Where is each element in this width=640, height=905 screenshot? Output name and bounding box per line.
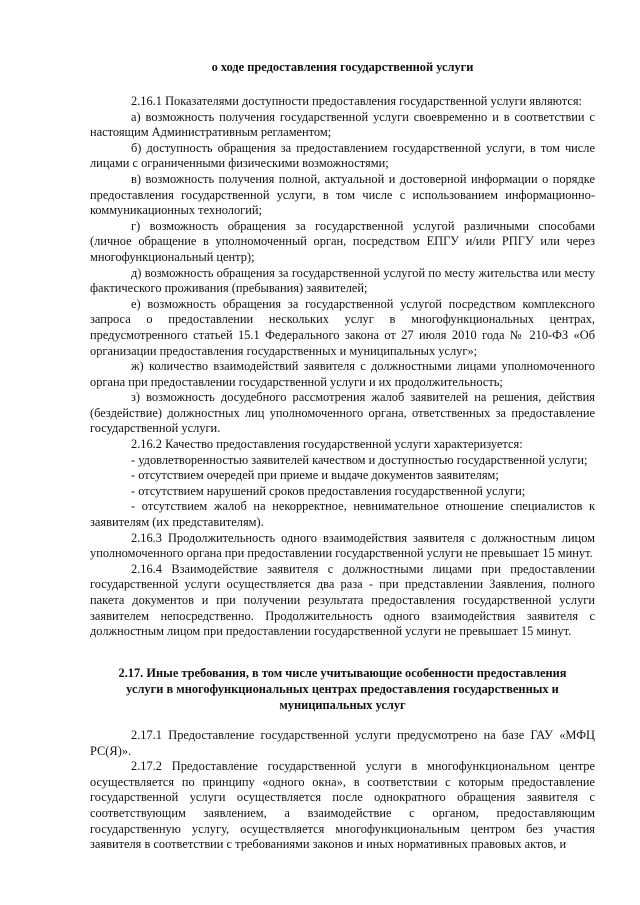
list-item-b: б) доступность обращения за предоставлением государственной услуги, в том числе лицами с ограниченными физическими возможностями; <box>90 140 595 171</box>
section-2-16-body <box>90 94 595 640</box>
paragraph-2-16-1: 2.16.1 Показателями доступности предоставления государственной услуги являются: <box>131 94 582 108</box>
quality-item-complaints: - отсутствием жалоб на некорректное, невнимательное отношение специалистов к заявителям (их представителям). <box>90 499 595 530</box>
paragraph-2-16-2: 2.16.2 Качество предоставления государственной услуги характеризуется: <box>131 437 523 452</box>
paragraph-2-17-1: 2.17.1 Предоставление государственной услуги предусмотрено на базе ГАУ «МФЦ РС(Я)». <box>90 728 595 758</box>
paragraph-2-16-3: 2.16.3 Продолжительность одного взаимодействия заявителя с должностным лицом уполномоченного органа при предоставлении государственной услуги не превышает 15 минут. <box>90 530 595 561</box>
section-heading-line: муниципальных услуг <box>279 697 406 712</box>
quality-item-satisfaction: - удовлетворенностью заявителей качеством и доступностью государственной услуги; <box>131 452 588 467</box>
list-item-e: е) возможность обращения за государственной услугой посредством комплексного запроса о предоставлении нескольких услуг в многофункциональных центрах, предусмотренного статьей 15.1 Федерального закона от 27 июля 2010 года № 210-ФЗ «Об организации предоставления государственных и муниципальных услуг»; <box>90 296 595 358</box>
paragraph-2-16-4: 2.16.4 Взаимодействие заявителя с должностными лицами при предоставлении государственной услуги осуществляется два раза - при представлении Заявления, полного пакета документов и при получении результата предоставления государственной услуги заявителем непосредственно. Продолжительность одного взаимодействия заявителя с должностным лицом при предоставлении государственной услуги не превышает 15 минут. <box>90 561 595 639</box>
list-item-d: д) возможность обращения за государственной услугой по месту жительства или месту фактического проживания (пребывания) заявителей; <box>90 265 595 296</box>
section-2-17-heading <box>90 666 595 713</box>
section-heading-line: 2.17. Иные требования, в том числе учитывающие особенности предоставления <box>118 666 567 680</box>
page-title: о ходе предоставления государственной услуги <box>211 60 474 74</box>
list-item-zh: ж) количество взаимодействий заявителя с должностными лицами уполномоченного органа при предоставлении государственной услуги и их продолжительность; <box>90 359 595 389</box>
quality-item-queues: - отсутствием очередей при приеме и выдаче документов заявителям; <box>131 468 499 483</box>
section-heading-line: услуги в многофункциональных центрах предоставления государственных и <box>126 681 559 696</box>
list-item-g: г) возможность обращения за государственной услугой различными способами (личное обращение в уполномоченный орган, посредством ЕПГУ и/или РПГУ или через многофункциональный центр); <box>90 218 595 264</box>
list-item-v: в) возможность получения полной, актуальной и достоверной информации о порядке предоставления государственной услуги, в том числе с использованием информационно-коммуникационных технологий; <box>90 171 595 218</box>
list-item-z: з) возможность досудебного рассмотрения жалоб заявителей на решения, действия (бездействие) должностных лиц уполномоченного органа, ответственных за предоставление государственной услуги. <box>90 390 595 436</box>
list-item-a: а) возможность получения государственной услуги своевременно и в соответствии с настоящим Административным регламентом; <box>90 109 595 140</box>
paragraph-2-17-2: 2.17.2 Предоставление государственной услуги в многофункциональном центре осуществляется по принципу «одного окна», в соответствии с которым предоставление государственной услуги осуществляется после однократного обращения заявителя с соответствующим заявлением, а взаимодействие с органом, предоставляющим государственную услугу, осуществляется многофункциональным центром без участия заявителя в соответствии с требованиями законов и иных нормативных правовых актов, и <box>90 759 595 852</box>
section-2-17-body <box>90 728 595 853</box>
quality-item-deadlines: - отсутствием нарушений сроков предоставления государственной услуги; <box>131 483 526 498</box>
